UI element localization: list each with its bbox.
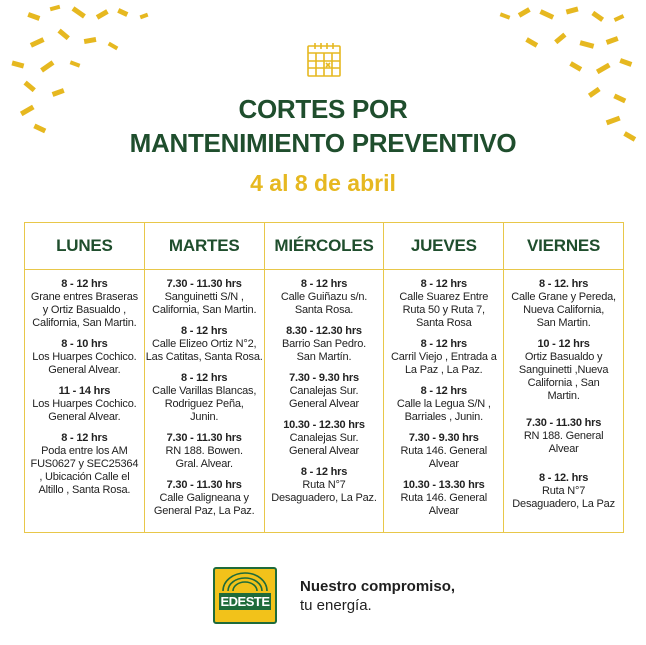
schedule-entry <box>145 479 264 518</box>
day-header: LUNES <box>25 223 144 270</box>
entry-location: Canalejas Sur. General Alvear <box>289 432 359 457</box>
schedule-entry <box>504 417 623 456</box>
entry-hours: 8.30 - 12.30 hrs <box>286 325 362 337</box>
schedule-entry <box>145 432 264 471</box>
entry-hours: 8 - 12. hrs <box>539 472 589 484</box>
day-column-jueves <box>384 223 504 532</box>
schedule-entry <box>504 338 623 403</box>
schedule-entry <box>265 325 384 364</box>
schedule-table <box>24 222 624 533</box>
schedule-entry <box>384 479 503 518</box>
entry-hours: 10 - 12 hrs <box>537 338 590 350</box>
slogan-line2: tu energía. <box>300 597 372 614</box>
entry-location: RN 188. Bowen. Gral. Alvear. <box>165 445 243 470</box>
entry-location: Calle Varillas Blancas, Rodriguez Peña, Junin. <box>152 385 257 423</box>
entry-location: Ruta 146. General Alvear <box>400 445 488 470</box>
entry-location: Calle Galigneana y General Paz, La Paz. <box>153 492 255 517</box>
schedule-entry <box>504 278 623 330</box>
entry-location: Calle Suarez Entre Ruta 50 y Ruta 7, Santa Rosa <box>399 291 489 329</box>
entry-hours: 8 - 12 hrs <box>420 278 467 290</box>
entry-hours: 8 - 12 hrs <box>420 385 467 397</box>
logo-text: EDESTE <box>220 594 270 609</box>
entry-hours: 7.30 - 11.30 hrs <box>526 417 602 429</box>
entry-location: Grane entres Braseras y Ortiz Basualdo , California, San Martin. <box>30 291 138 329</box>
entry-location: Poda entre los AM FUS0627 y SEC25364 , Ubicación Calle el Altillo , Santa Rosa. <box>30 445 139 496</box>
entry-location: Barrio San Pedro. San Martín. <box>281 338 367 363</box>
schedule-entry <box>25 432 144 497</box>
entry-location: Ruta N°7 Desaguadero, La Paz. <box>271 479 377 504</box>
entry-location: Canalejas Sur. General Alvear <box>289 385 359 410</box>
entry-hours: 8 - 12. hrs <box>539 278 589 290</box>
calendar-icon <box>304 40 344 80</box>
day-column-lunes <box>25 223 145 532</box>
entry-location: Calle Grane y Pereda, Nueva California, San Martin. <box>511 291 616 329</box>
entry-location: Ruta N°7 Desaguadero, La Paz <box>512 485 615 510</box>
entry-hours: 7.30 - 11.30 hrs <box>166 278 242 290</box>
day-header: MIÉRCOLES <box>265 223 384 270</box>
schedule-entry <box>145 325 264 364</box>
schedule-entry <box>384 385 503 424</box>
schedule-entry <box>25 385 144 424</box>
entry-location: Los Huarpes Cochico. General Alvear. <box>32 398 137 423</box>
schedule-entry <box>384 338 503 377</box>
schedule-entry <box>265 419 384 458</box>
day-header: MARTES <box>145 223 264 270</box>
entry-hours: 8 - 12 hrs <box>61 278 108 290</box>
entry-hours: 8 - 12 hrs <box>420 338 467 350</box>
entry-hours: 8 - 12 hrs <box>61 432 108 444</box>
entry-location: Sanguinetti S/N , California, San Martin. <box>152 291 257 316</box>
schedule-entry <box>265 372 384 411</box>
entry-hours: 8 - 12 hrs <box>300 278 348 290</box>
entry-location: Calle Guiñazu s/n. Santa Rosa. <box>280 291 368 316</box>
schedule-entry <box>145 278 264 317</box>
schedule-entry <box>384 432 503 471</box>
entry-hours: 8 - 12 hrs <box>181 372 228 384</box>
entry-location: Ruta 146. General Alvear <box>400 492 488 517</box>
day-column-martes <box>145 223 265 532</box>
entry-hours: 7.30 - 11.30 hrs <box>166 479 242 491</box>
slogan-line1: Nuestro compromiso, <box>300 578 456 595</box>
schedule-entry <box>265 278 384 317</box>
entry-location: Calle Elizeo Ortiz N°2, Las Catitas, Santa Rosa. <box>145 338 263 363</box>
entry-hours: 7.30 - 9.30 hrs <box>289 372 359 384</box>
entry-hours: 7.30 - 11.30 hrs <box>166 432 242 444</box>
page-title-line2: MANTENIMIENTO PREVENTIVO <box>129 128 517 158</box>
entry-hours: 8 - 12 hrs <box>300 466 348 478</box>
page-title-line1: CORTES POR <box>238 94 408 124</box>
day-header: VIERNES <box>504 223 623 270</box>
entry-hours: 8 - 10 hrs <box>61 338 108 350</box>
schedule-entry <box>504 472 623 511</box>
schedule-entry <box>265 466 384 505</box>
day-header: JUEVES <box>384 223 503 270</box>
entry-location: Ortiz Basualdo y Sanguinetti ,Nueva California , San Martin. <box>518 351 609 402</box>
schedule-entry <box>25 338 144 377</box>
entry-location: Carril Viejo , Entrada a La Paz , La Paz. <box>390 351 497 376</box>
schedule-entry <box>384 278 503 330</box>
entry-hours: 10.30 - 13.30 hrs <box>402 479 485 491</box>
entry-location: RN 188. General Alvear <box>523 430 604 455</box>
date-range: 4 al 8 de abril <box>250 170 396 196</box>
entry-hours: 10.30 - 12.30 hrs <box>283 419 365 431</box>
entry-hours: 8 - 12 hrs <box>181 325 228 337</box>
edeste-logo <box>213 567 277 624</box>
schedule-entry <box>145 372 264 424</box>
entry-hours: 7.30 - 9.30 hrs <box>408 432 479 444</box>
entry-location: Calle la Legua S/N , Barriales , Junin. <box>396 398 491 423</box>
schedule-entry <box>25 278 144 330</box>
entry-hours: 11 - 14 hrs <box>58 385 111 397</box>
logo-arcs-icon <box>215 569 275 593</box>
day-column-viernes <box>504 223 623 532</box>
entry-location: Los Huarpes Cochico. General Alvear. <box>32 351 137 376</box>
day-column-miercoles <box>265 223 385 532</box>
